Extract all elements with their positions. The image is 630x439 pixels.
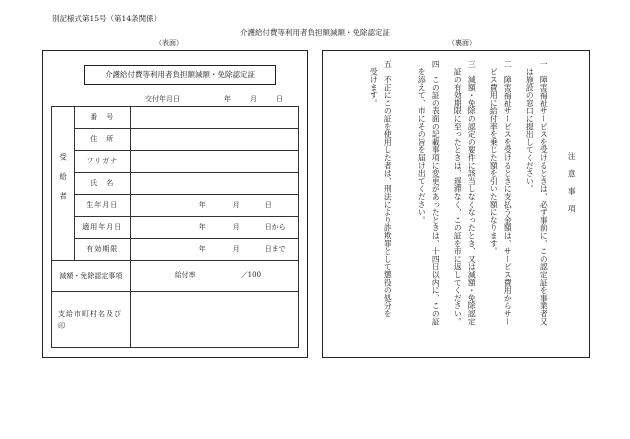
rate-value: ／100 [240, 271, 262, 279]
note-line: 五 不正にこの証を使用した者は、刑法により詐欺罪として懲役の処分を [383, 60, 393, 318]
birth-year-unit: 年 [198, 201, 206, 209]
applied-date-label: 適用年月日 [74, 217, 130, 239]
note-line: を添えて、市にその旨を届け出てください。 [417, 60, 427, 224]
applied-date-cell [130, 217, 298, 239]
valid-until-cell [130, 239, 298, 261]
reduction-label: 減額・免除認定事項 [52, 261, 131, 292]
form-reference: 別記様式第15号（第14条関係） [52, 14, 162, 23]
note-line: は施設の窓口に提出してください。 [525, 60, 535, 193]
reduction-value-cell [130, 261, 298, 292]
notes-title: 注 意 事 項 [567, 152, 577, 214]
front-title: 介護給付費等利用者負担額減額・免除認定証 [105, 70, 255, 80]
table-row [52, 261, 299, 292]
table-row [52, 217, 299, 239]
table-row [52, 239, 299, 261]
furigana-value-cell [130, 151, 298, 173]
document-title: 介護給付費等利用者負担額減額・免除認定証 [240, 28, 390, 37]
issue-date-label: 交付年月日 [145, 95, 180, 103]
issue-year-unit: 年 [224, 95, 231, 103]
municipality-label: 支給市町村名及び 印 [52, 292, 131, 348]
back-side-label: （裏面） [448, 39, 476, 47]
valid-day-unit: 日まで [264, 245, 286, 253]
front-side-label: （表面） [155, 39, 183, 47]
valid-month-unit: 月 [232, 245, 240, 253]
valid-year-unit: 年 [198, 245, 206, 253]
note-line: 証の有効期限に至ったときは、遅滞なく、この証を市に返してください。 [453, 60, 463, 326]
table-row [52, 195, 299, 217]
recipient-group-cell [52, 107, 75, 261]
table-row [52, 129, 299, 151]
issue-month-unit: 月 [250, 95, 257, 103]
note-line: 一 障害福祉サービスを受けるときは、必ず事前に、この認定証を事業者又 [539, 60, 549, 326]
applied-day-unit: 日から [264, 223, 286, 231]
note-line: 四 この証の表面の記載事項に変更があったときは、十四日以内に、この証 [431, 60, 441, 326]
recipient-table [51, 106, 299, 348]
table-row [52, 173, 299, 195]
name-label: 氏 名 [74, 173, 130, 195]
note-line: ビス費用に給付率を乗じた額を引いた額になります。 [489, 60, 499, 255]
note-line: 三 減額・免除の認定の要件に該当しなくなったとき、又は減額・免除認定 [467, 60, 477, 326]
note-line: 受けます。 [369, 60, 379, 107]
birth-date-cell [130, 195, 298, 217]
address-value-cell [130, 129, 298, 151]
birth-month-unit: 月 [232, 201, 240, 209]
issue-day-unit: 日 [276, 95, 283, 103]
number-value-cell [130, 107, 298, 129]
applied-year-unit: 年 [198, 223, 206, 231]
table-row [52, 107, 299, 129]
name-value-cell [130, 173, 298, 195]
furigana-label: フリガナ [74, 151, 130, 173]
address-label: 住 所 [74, 129, 130, 151]
number-label: 番 号 [74, 107, 130, 129]
birth-day-unit: 日 [264, 201, 272, 209]
table-row [52, 151, 299, 173]
municipality-value-cell [130, 292, 298, 348]
front-title-box [84, 65, 276, 85]
table-row [52, 292, 299, 348]
valid-until-label: 有効期限 [74, 239, 130, 261]
rate-label: 給付率 [174, 271, 196, 279]
applied-month-unit: 月 [232, 223, 240, 231]
note-line: 二 障害福祉サービスを受けるときに支払う金額は、サービス費用からサー [503, 60, 513, 326]
recipient-group-label: 受給者 [58, 153, 68, 212]
birth-date-label: 生年月日 [74, 195, 130, 217]
